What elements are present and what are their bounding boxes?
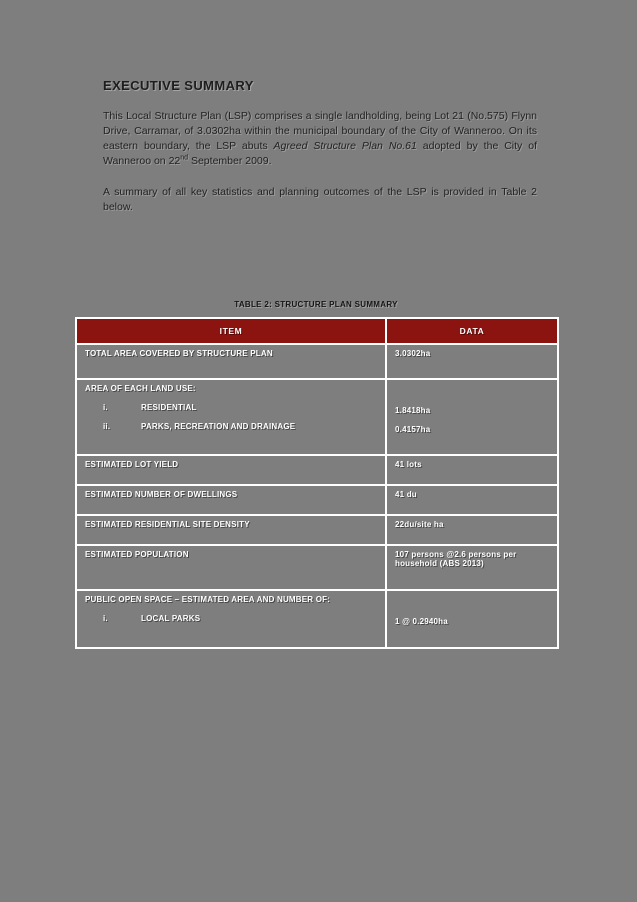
- subitem-number: i.: [103, 403, 108, 412]
- item-land-use: [76, 379, 386, 455]
- value-local-parks-text: 1 @ 0.2940ha: [395, 617, 448, 626]
- subitem-label: LOCAL PARKS: [141, 614, 201, 623]
- structure-plan-summary-table: [75, 317, 559, 649]
- item-total-area: TOTAL AREA COVERED BY STRUCTURE PLAN: [76, 344, 386, 379]
- value-lot-yield: 41 lots: [386, 455, 558, 485]
- intro-paragraph-continuation: adopted by the City of Wanneroo on 22: [103, 140, 537, 167]
- item-dwellings: ESTIMATED NUMBER OF DWELLINGS: [76, 485, 386, 515]
- table-row-public-open-space: [76, 590, 558, 648]
- table-row-total-area: [76, 344, 558, 379]
- subitem-number: ii.: [103, 422, 111, 431]
- subitem-label: PARKS, RECREATION AND DRAINAGE: [141, 422, 296, 431]
- spacer: [395, 595, 549, 607]
- subitem-label: RESIDENTIAL: [141, 403, 197, 412]
- item-public-open-space: [76, 590, 386, 648]
- value-population: 107 persons @2.6 persons per household (ABS 2013): [386, 545, 558, 590]
- value-land-use: [386, 379, 558, 455]
- value-local-parks: [386, 590, 558, 648]
- page-title: EXECUTIVE SUMMARY: [103, 78, 254, 93]
- intro-paragraph: [103, 109, 537, 169]
- table-header-row: [76, 318, 558, 344]
- summary-paragraph: A summary of all key statistics and planning outcomes of the LSP is provided in Table 2 below.: [103, 186, 537, 213]
- item-site-density: ESTIMATED RESIDENTIAL SITE DENSITY: [76, 515, 386, 545]
- subitem-number: i.: [103, 614, 108, 623]
- executive-summary-section: [103, 78, 537, 231]
- item-land-use-label: AREA OF EACH LAND USE:: [85, 384, 196, 393]
- item-public-open-space-label: PUBLIC OPEN SPACE – ESTIMATED AREA AND NUMBER OF:: [85, 595, 331, 604]
- date-ordinal-suffix: nd: [180, 154, 189, 162]
- land-use-subitem-residential: [103, 403, 377, 412]
- table-row-dwellings: [76, 485, 558, 515]
- table-caption: TABLE 2: STRUCTURE PLAN SUMMARY: [234, 300, 398, 309]
- spacer: [395, 384, 549, 396]
- land-use-subitem-parks: [103, 422, 377, 431]
- value-total-area: 3.0302ha: [386, 344, 558, 379]
- pos-subitem-local-parks: [103, 614, 377, 623]
- value-site-density: 22du/site ha: [386, 515, 558, 545]
- table-row-lot-yield: [76, 455, 558, 485]
- table-row-land-use: [76, 379, 558, 455]
- table-row-site-density: [76, 515, 558, 545]
- column-header-item: ITEM: [76, 318, 386, 344]
- item-lot-yield: ESTIMATED LOT YIELD: [76, 455, 386, 485]
- column-header-data: DATA: [386, 318, 558, 344]
- table-row-population: [76, 545, 558, 590]
- value-parks-area: 0.4157ha: [395, 425, 431, 434]
- agreed-structure-plan-reference: Agreed Structure Plan No.61: [273, 140, 417, 152]
- item-population: ESTIMATED POPULATION: [76, 545, 386, 590]
- value-residential-area: 1.8418ha: [395, 406, 431, 415]
- intro-paragraph-date: September 2009.: [188, 155, 272, 167]
- intro-paragraph-text: This Local Structure Plan (LSP) comprises a single landholding, being Lot 21 (No.575) Flynn Drive, Carramar, of 3.0302ha within the municipal boundary of the City of Wanneroo. On its eastern boundary, the LSP abuts: [103, 110, 537, 152]
- value-dwellings: 41 du: [386, 485, 558, 515]
